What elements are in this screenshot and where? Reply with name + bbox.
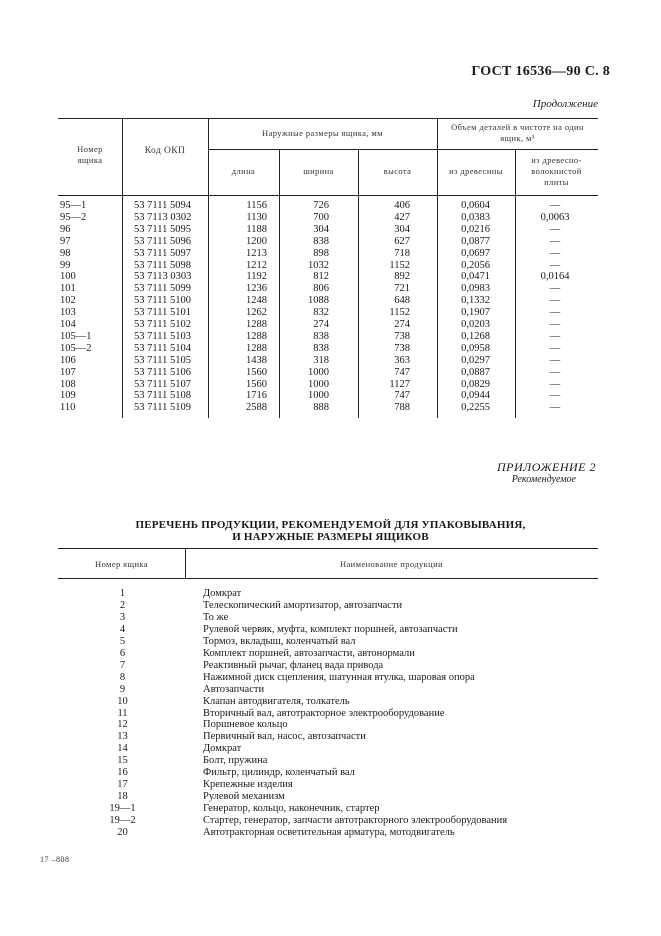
table1-cell-num: 97 <box>60 235 71 247</box>
table1-cell-length: 1288 <box>246 342 267 354</box>
table1-cell-width: 806 <box>313 283 329 295</box>
table1-cell-code: 53 7111 5099 <box>134 283 191 295</box>
table1-cell-width: 812 <box>313 271 329 283</box>
header-width: ширина <box>303 166 334 176</box>
table2-cell-num: 17 <box>117 779 128 791</box>
table1-cell-length: 2588 <box>246 402 267 414</box>
table1-cell-length: 1262 <box>246 307 267 319</box>
table2-cell-num: 6 <box>119 647 126 659</box>
table2-cell-product: Комплект поршней, автозапчасти, автонормали <box>203 647 415 659</box>
table2-top-rule <box>58 548 598 549</box>
table1-cell-width: 1000 <box>308 378 329 390</box>
table1-cell-num: 96 <box>60 223 71 235</box>
table2-cell-product: Автозапчасти <box>203 683 265 695</box>
header-box-number: Номер ящика <box>77 144 103 165</box>
table1-cell-code: 53 7111 5108 <box>134 390 191 402</box>
table1-cell-fiber: — <box>549 259 561 271</box>
table1-cell-code: 53 7113 0302 <box>134 211 192 223</box>
table2-cell-num: 16 <box>117 767 128 779</box>
table1-cell-fiber: — <box>549 390 561 402</box>
table1-cell-height: 304 <box>394 223 410 235</box>
table1-group-rule <box>208 149 598 150</box>
table1-cell-length: 1560 <box>246 366 267 378</box>
table1-top-rule <box>58 118 598 119</box>
table1-cell-width: 838 <box>313 330 329 342</box>
table1-cell-wood: 0,0604 <box>461 200 490 211</box>
table1-cell-wood: 0,0877 <box>461 235 490 247</box>
table1-cell-fiber: — <box>549 307 561 319</box>
table2-cell-num: 9 <box>119 683 126 695</box>
table2-cell-product: Тормоз, вкладыш, коленчатый вал <box>203 635 356 647</box>
table2-cell-num: 13 <box>117 731 128 743</box>
table1-cell-width: 838 <box>313 235 329 247</box>
table1-divider <box>515 149 516 418</box>
table1-cell-num: 98 <box>60 247 71 259</box>
table1-cell-num: 105—2 <box>60 342 92 354</box>
table1-cell-code: 53 7111 5097 <box>134 247 191 259</box>
table1-cell-fiber: 0,0164 <box>540 271 570 283</box>
table1-cell-num: 108 <box>60 378 76 390</box>
table1-divider <box>122 118 123 418</box>
header-wood: из древесины <box>449 166 503 176</box>
table1-cell-fiber: — <box>549 330 561 342</box>
table2-cell-product: Первичный вал, насос, автозапчасти <box>203 731 366 743</box>
table1-cell-height: 427 <box>394 211 410 223</box>
table1-cell-code: 53 7111 5098 <box>134 259 191 271</box>
table1-cell-height: 1127 <box>389 378 410 390</box>
table1-cell-fiber: — <box>549 354 561 366</box>
table1-cell-height: 1152 <box>389 259 410 271</box>
table1-cell-length: 1288 <box>246 319 267 330</box>
table1-cell-fiber: 0,0063 <box>540 211 570 223</box>
table1-cell-height: 747 <box>394 390 410 402</box>
table2-cell-product: Реактивный рычаг, фланец вада привода <box>203 659 384 671</box>
table1-cell-height: 738 <box>394 330 410 342</box>
table1-cell-wood: 0,2255 <box>461 402 490 414</box>
table2-cell-product: Клапан автодвигателя, толкатель <box>203 695 350 707</box>
table1-cell-fiber: — <box>549 342 561 354</box>
table1-cell-code: 53 7113 0303 <box>134 271 192 283</box>
header-product-name: Наименование продукции <box>339 559 444 569</box>
document-designation: ГОСТ 16536—90 С. 8 <box>471 64 610 79</box>
header-outer-dimensions: Наружные размеры ящика, мм <box>262 128 383 138</box>
table1-cell-num: 99 <box>60 259 71 271</box>
table1-cell-wood: 0,0203 <box>461 319 490 330</box>
table1-cell-wood: 0,0697 <box>461 247 490 259</box>
header-box-number-2: Номер ящика <box>95 559 148 569</box>
table2-cell-num: 10 <box>117 695 128 707</box>
table1-cell-code: 53 7111 5107 <box>134 378 191 390</box>
table2-cell-product: То же <box>203 611 229 623</box>
table1-cell-height: 747 <box>394 366 410 378</box>
table1-header-rule <box>58 195 598 196</box>
table1-cell-num: 102 <box>60 295 76 307</box>
table2-cell-num: 15 <box>117 755 128 767</box>
table2-cell-num: 19—2 <box>109 815 136 827</box>
table2-cell-num: 7 <box>119 659 126 671</box>
appendix-subtitle: Рекомендуемое <box>511 474 576 485</box>
table1-cell-width: 832 <box>313 307 329 319</box>
table1-cell-width: 1032 <box>308 259 329 271</box>
table1-cell-height: 363 <box>394 354 410 366</box>
table1-cell-num: 101 <box>60 283 76 295</box>
table1-cell-width: 898 <box>313 247 329 259</box>
table2-cell-num: 1 <box>119 588 126 599</box>
table2-cell-num: 8 <box>119 671 126 683</box>
table1-cell-fiber: — <box>549 223 561 235</box>
table1-cell-length: 1130 <box>246 211 267 223</box>
table2-cell-num: 2 <box>119 599 126 611</box>
table2-cell-num: 3 <box>119 611 126 623</box>
table1-cell-width: 304 <box>313 223 329 235</box>
table1-cell-fiber: — <box>549 283 561 295</box>
table1-cell-wood: 0,0383 <box>461 211 490 223</box>
table1-divider <box>358 149 359 418</box>
table1-cell-num: 105—1 <box>60 330 92 342</box>
table1-cell-code: 53 7111 5103 <box>134 330 191 342</box>
table1-cell-length: 1248 <box>246 295 267 307</box>
table1-cell-code: 53 7111 5100 <box>134 295 191 307</box>
header-height: высота <box>383 166 412 176</box>
table2-cell-num: 18 <box>117 791 128 803</box>
table2-cell-product: Вторичный вал, автотракторное электрооборудование <box>203 707 445 719</box>
table2-cell-product: Рулевой механизм <box>203 791 285 803</box>
table1-cell-length: 1288 <box>246 330 267 342</box>
table1-cell-wood: 0,2056 <box>461 259 490 271</box>
table1-cell-length: 1156 <box>246 200 267 211</box>
table2-cell-num: 4 <box>119 623 126 635</box>
table1-cell-wood: 0,1332 <box>461 295 490 307</box>
table1-cell-code: 53 7111 5101 <box>134 307 191 319</box>
table1-cell-num: 103 <box>60 307 76 319</box>
table1-cell-width: 838 <box>313 342 329 354</box>
table1-cell-wood: 0,0958 <box>461 342 490 354</box>
table1-cell-wood: 0,0471 <box>461 271 490 283</box>
table2-cell-product: Рулевой червяк, муфта, комплект поршней, автозапчасти <box>203 623 458 635</box>
table1-cell-code: 53 7111 5109 <box>134 402 191 414</box>
table1-cell-length: 1560 <box>246 378 267 390</box>
table1-cell-wood: 0,0944 <box>461 390 490 402</box>
table2-header-rule <box>58 578 598 579</box>
table1-cell-fiber: — <box>549 378 561 390</box>
table1-cell-width: 1000 <box>308 390 329 402</box>
appendix-title: ПРИЛОЖЕНИЕ 2 <box>497 460 596 474</box>
table1-cell-num: 104 <box>60 319 76 330</box>
table1-cell-length: 1236 <box>246 283 267 295</box>
table1-divider <box>208 118 209 418</box>
table1-cell-num: 110 <box>60 402 76 414</box>
table1-cell-code: 53 7111 5096 <box>134 235 191 247</box>
table2-cell-num: 5 <box>119 635 126 647</box>
table1-cell-num: 106 <box>60 354 76 366</box>
table1-cell-code: 53 7111 5094 <box>134 200 191 211</box>
footer-mark: 17 –808 <box>40 855 70 864</box>
table1-cell-fiber: — <box>549 200 561 211</box>
table1-cell-num: 107 <box>60 366 76 378</box>
table2-cell-product: Автотракторная осветительная арматура, мотодвигатель <box>203 827 455 838</box>
table1-cell-wood: 0,0297 <box>461 354 490 366</box>
table1-cell-wood: 0,0887 <box>461 366 490 378</box>
table1-cell-width: 318 <box>313 354 329 366</box>
table2-cell-num: 14 <box>117 743 128 755</box>
table2-cell-product: Домкрат <box>203 588 242 599</box>
table2-cell-product: Генератор, кольцо, наконечник, стартер <box>203 803 380 815</box>
header-length: длина <box>231 166 256 176</box>
table1-cell-code: 53 7111 5105 <box>134 354 191 366</box>
table1-cell-length: 1200 <box>246 235 267 247</box>
table1-cell-width: 1088 <box>308 295 329 307</box>
table1-cell-num: 109 <box>60 390 76 402</box>
table1-cell-code: 53 7111 5095 <box>134 223 191 235</box>
table1-cell-fiber: — <box>549 247 561 259</box>
table1-cell-height: 1152 <box>389 307 410 319</box>
table1-cell-code: 53 7111 5106 <box>134 366 191 378</box>
table1-cell-height: 738 <box>394 342 410 354</box>
table1-cell-num: 100 <box>60 271 76 283</box>
header-fiberboard: из древесно- волокнистой плиты <box>531 155 582 187</box>
table2-cell-product: Крепежные изделия <box>203 779 293 791</box>
table1-cell-fiber: — <box>549 366 561 378</box>
list-title: ПЕРЕЧЕНЬ ПРОДУКЦИИ, РЕКОМЕНДУЕМОЙ ДЛЯ УПАКОВЫВАНИЯ, И НАРУЖНЫЕ РАЗМЕРЫ ЯЩИКОВ <box>135 519 526 543</box>
table2-cell-product: Поршневое кольцо <box>203 719 288 731</box>
table2-cell-product: Телескопический амортизатор, автозапчасти <box>203 599 403 611</box>
table1-cell-wood: 0,0216 <box>461 223 490 235</box>
table1-cell-code: 53 7111 5102 <box>134 319 191 330</box>
table2-cell-product: Болт, пружина <box>203 755 268 767</box>
table1-cell-height: 892 <box>394 271 410 283</box>
table2-cell-product: Фильтр, цилиндр, коленчатый вал <box>203 767 355 779</box>
table1-cell-height: 648 <box>394 295 410 307</box>
continuation-label: Продолжение <box>532 98 598 110</box>
table1-cell-height: 406 <box>394 200 410 211</box>
table1-cell-length: 1192 <box>246 271 267 283</box>
table2-cell-num: 19—1 <box>109 803 136 815</box>
table2-cell-product: Домкрат <box>203 743 242 755</box>
table1-cell-length: 1188 <box>246 223 267 235</box>
table1-cell-width: 1000 <box>308 366 329 378</box>
table1-cell-length: 1212 <box>246 259 267 271</box>
table1-cell-width: 726 <box>313 200 329 211</box>
table1-cell-length: 1716 <box>246 390 267 402</box>
header-parts-volume: Объем деталей в чистоте на один ящик, м³ <box>451 122 584 143</box>
table1-cell-num: 95—2 <box>60 211 87 223</box>
table1-cell-fiber: — <box>549 319 561 330</box>
table1-cell-height: 718 <box>394 247 410 259</box>
table1-cell-fiber: — <box>549 295 561 307</box>
table1-cell-width: 700 <box>313 211 329 223</box>
table2-cell-num: 20 <box>117 827 128 838</box>
table2-cell-num: 12 <box>117 719 128 731</box>
table1-cell-height: 627 <box>394 235 410 247</box>
table1-cell-height: 274 <box>394 319 410 330</box>
table1-cell-length: 1213 <box>246 247 267 259</box>
table1-cell-wood: 0,0829 <box>461 378 490 390</box>
table1-cell-fiber: — <box>549 402 561 414</box>
table1-cell-num: 95—1 <box>60 200 87 211</box>
table1-cell-height: 788 <box>394 402 410 414</box>
table1-cell-fiber: — <box>549 235 561 247</box>
table2-cell-num: 11 <box>117 707 128 719</box>
table1-cell-width: 274 <box>313 319 329 330</box>
table2-cell-product: Стартер, генератор, запчасти автотракторного электрооборудования <box>203 815 508 827</box>
table1-cell-width: 888 <box>313 402 329 414</box>
table1-cell-wood: 0,1268 <box>461 330 490 342</box>
table1-cell-height: 721 <box>394 283 410 295</box>
table1-cell-wood: 0,1907 <box>461 307 490 319</box>
table1-cell-length: 1438 <box>246 354 267 366</box>
table1-cell-wood: 0,0983 <box>461 283 490 295</box>
table1-divider <box>437 118 438 418</box>
table2-cell-product: Нажимной диск сцепления, шатунная втулка, шаровая опора <box>203 671 475 683</box>
table1-cell-code: 53 7111 5104 <box>134 342 191 354</box>
header-okp-code: Код ОКП <box>144 146 186 156</box>
